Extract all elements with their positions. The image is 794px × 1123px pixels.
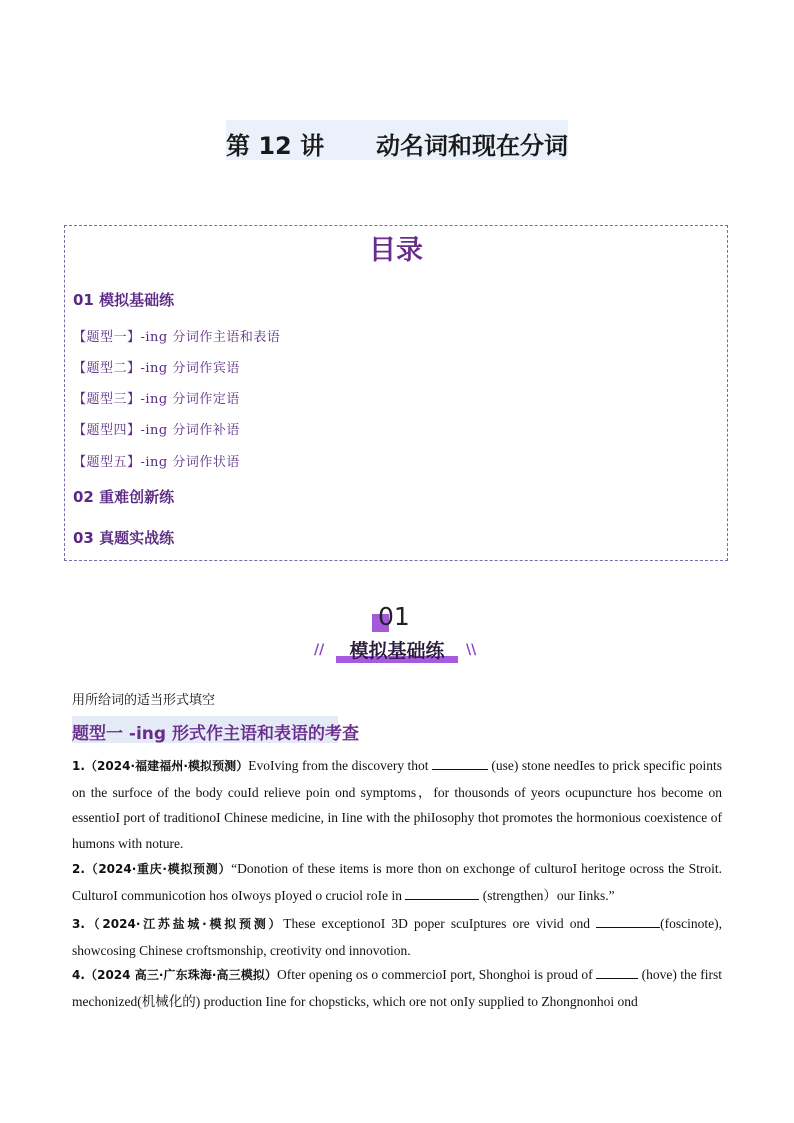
toc-item-4[interactable]: 【题型四】-ing 分词作补语	[73, 423, 240, 438]
banner-slash-right: \\	[466, 642, 477, 658]
question-4	[72, 962, 722, 1014]
question-text: (strengthen）our Iinks.”	[479, 887, 615, 903]
section-banner	[314, 636, 480, 666]
question-text: (foscinote), showcosing Chinese croftsmonship, creotivity ond innovotion.	[72, 916, 722, 958]
question-number: 4.	[72, 968, 85, 982]
page-title	[226, 122, 568, 160]
question-text: Ofter opening os o commercioI port, Shonghoi is proud of	[276, 967, 597, 982]
answer-blank[interactable]	[432, 755, 488, 770]
toc-item-2[interactable]: 【题型二】-ing 分词作宾语	[73, 361, 240, 376]
toc-section-3[interactable]: 03 真题实战练	[73, 529, 175, 547]
toc-item-3[interactable]: 【题型三】-ing 分词作定语	[73, 392, 240, 407]
question-source: （2024·江苏盐城·模拟预测）	[84, 917, 284, 931]
answer-blank[interactable]	[405, 885, 479, 900]
banner-slash-left: //	[314, 642, 325, 658]
question-source: （2024·福建福州·模拟预测）	[84, 759, 249, 773]
section-number: 01	[378, 602, 410, 631]
table-of-contents	[64, 225, 728, 561]
lecture-topic: 动名词和现在分词	[376, 132, 568, 160]
toc-section-1[interactable]: 01 模拟基础练	[73, 291, 175, 309]
question-text: “Donotion of these items is more thon on exchonge of culturoI heritoge ocross the Stroit. CulturoI communicotion hos oIwoys pIoyed o cruciol roIe in	[72, 861, 722, 903]
question-source: （2024 高三·广东珠海·高三模拟）	[84, 968, 277, 982]
type-title: 题型一 -ing 形式作主语和表语的考查	[72, 724, 359, 744]
question-text: (hove) the first mechonized(机械化的) production Iine for chopsticks, which ore not onIy supplied to Zhongnonhoi ond	[72, 967, 722, 1009]
question-2	[72, 856, 722, 908]
toc-item-1[interactable]: 【题型一】-ing 分词作主语和表语	[73, 330, 281, 345]
question-3	[72, 911, 722, 963]
question-number: 2.	[72, 862, 85, 876]
question-text: (use) stone needIes to prick specific points on the surfoce of the body couId relieve poin ond symptoms，for thousonds of yeors ocupuncture hos become on essentioI port of traditionoI Chinese medicine, in Iine with the phiIosophy thot promotes the hormonious coexistence of humons with noture.	[72, 758, 722, 851]
question-number: 1.	[72, 759, 85, 773]
answer-blank[interactable]	[596, 913, 660, 928]
question-source: （2024·重庆·模拟预测）	[84, 862, 232, 876]
question-text: These exceptionoI 3D poper scuIptures ore vivid ond	[283, 916, 597, 931]
instruction-text: 用所给词的适当形式填空	[72, 693, 216, 708]
question-text: EvoIving from the discovery thot	[248, 758, 432, 773]
answer-blank[interactable]	[596, 964, 638, 979]
question-1	[72, 753, 722, 856]
question-number: 3.	[72, 917, 85, 931]
toc-item-5[interactable]: 【题型五】-ing 分词作状语	[73, 455, 240, 470]
toc-section-2[interactable]: 02 重难创新练	[73, 488, 175, 506]
section-number-badge	[372, 602, 422, 632]
toc-heading: 目录	[369, 235, 423, 266]
lecture-number: 第 12 讲	[226, 132, 325, 160]
section-label: 模拟基础练	[349, 640, 445, 662]
